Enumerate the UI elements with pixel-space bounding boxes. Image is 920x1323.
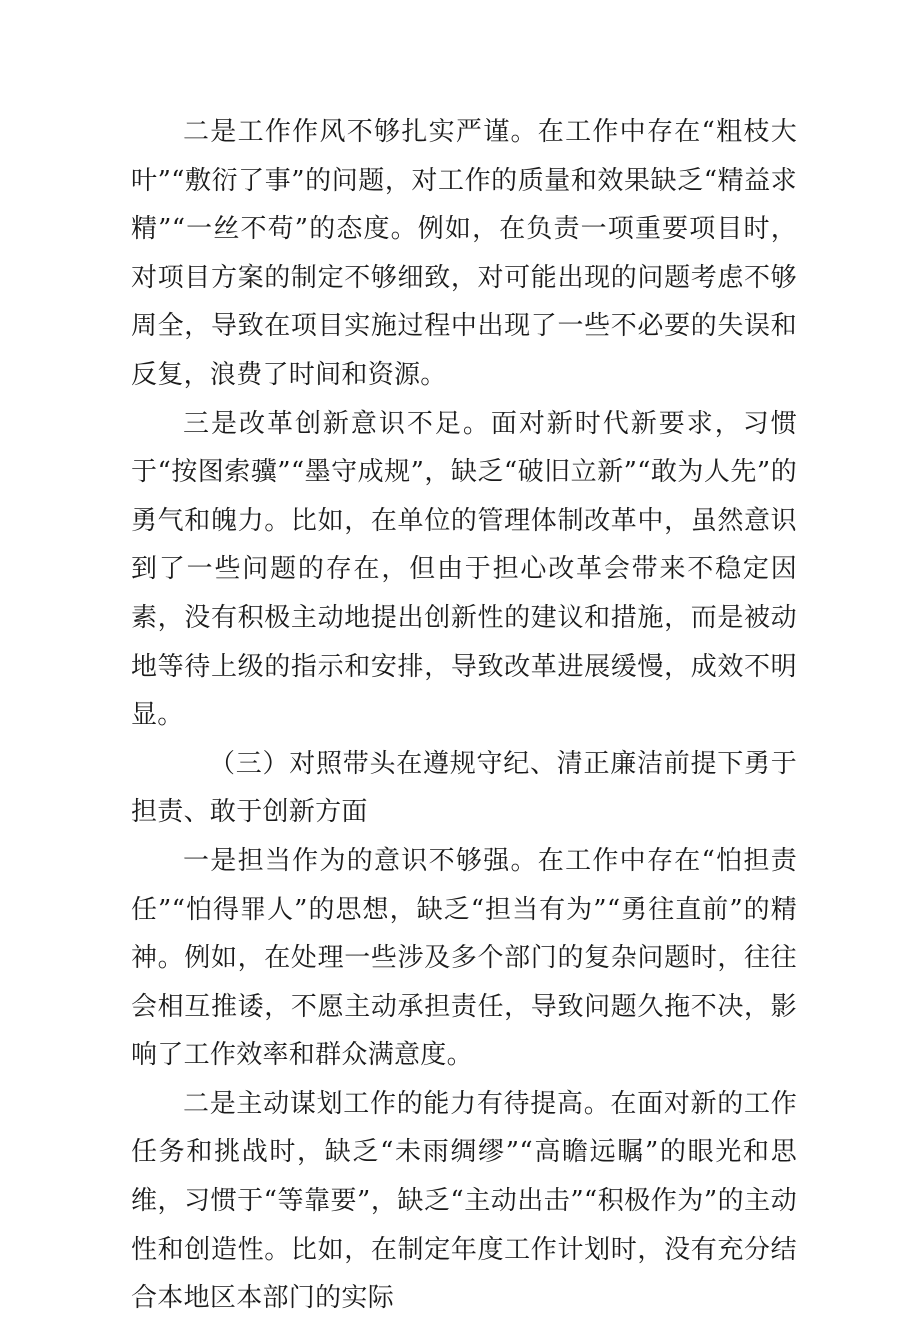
paragraph-work-style: 二是工作作风不够扎实严谨。在工作中存在“粗枝大叶”“敷衍了事”的问题，对工作的质量和效果缺乏“精益求精”“一丝不苟”的态度。例如，在负责一项重要项目时，对项目方案的制定不够细致，对可能出现的问题考虑不够周全，导致在项目实施过程中出现了一些不必要的失误和反复，浪费了时间和资源。 <box>131 117 797 390</box>
paragraph-work-planning: 二是主动谋划工作的能力有待提高。在面对新的工作任务和挑战时，缺乏“未雨绸缪”“高瞻远瞩”的眼光和思维，习惯于“等靠要”，缺乏“主动出击”“积极作为”的主动性和创造性。比如，在制定年度工作计划时，没有充分结合本地区本部门的实际 <box>131 1088 797 1314</box>
paragraph-reform-innovation: 三是改革创新意识不足。面对新时代新要求，习惯于“按图索骥”“墨守成规”，缺乏“破旧立新”“敢为人先”的勇气和魄力。比如，在单位的管理体制改革中，虽然意识到了一些问题的存在，但由于担心改革会带来不稳定因素，没有积极主动地提出创新性的建议和措施，而是被动地等待上级的指示和安排，导致改革进展缓慢，成效不明显。 <box>131 408 797 731</box>
section-heading: （三）对照带头在遵规守纪、清正廉洁前提下勇于担责、敢于创新方面 <box>131 748 797 828</box>
document-body <box>131 108 797 1323</box>
paragraph-responsibility: 一是担当作为的意识不够强。在工作中存在“怕担责任”“怕得罪人”的思想，缺乏“担当有为”“勇往直前”的精神。例如，在处理一些涉及多个部门的复杂问题时，往往会相互推诿，不愿主动承担责任，导致问题久拖不决，影响了工作效率和群众满意度。 <box>131 845 797 1071</box>
